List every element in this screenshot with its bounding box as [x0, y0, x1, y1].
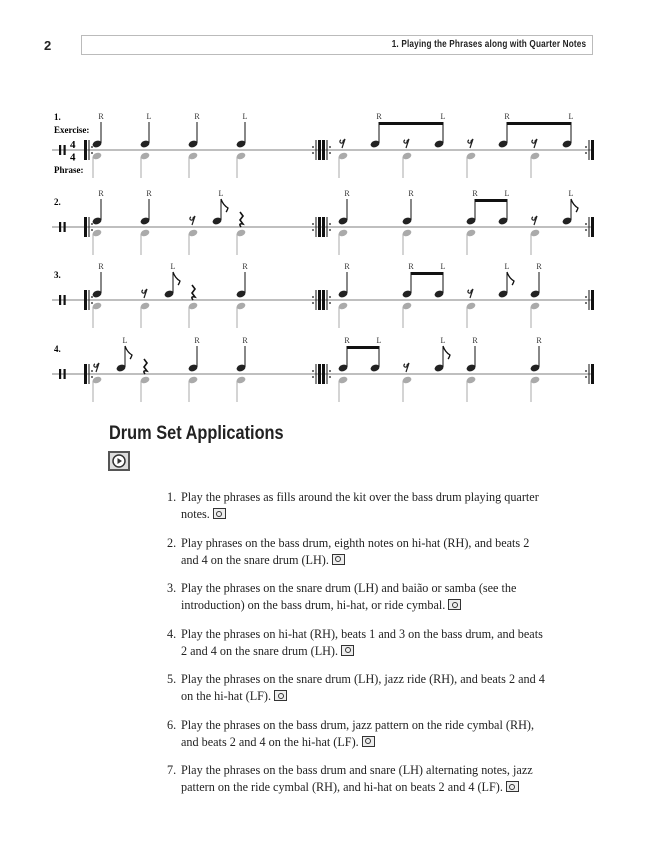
note-flag — [443, 346, 450, 359]
sticking-label: L — [440, 112, 446, 121]
time-signature-bottom: 4 — [70, 151, 76, 164]
note-beam — [507, 122, 572, 125]
eighth-rest-icon — [340, 139, 345, 148]
eighth-rest-icon — [468, 139, 473, 148]
item-text: Play the phrases on the bass drum, jazz pattern on the ride cymbal (RH), and beats 2 and 4 on the hi-hat (LF). — [181, 717, 534, 749]
item-number: 3. — [167, 581, 177, 595]
sticking-label: L — [568, 112, 574, 121]
note-flag — [571, 199, 578, 212]
item-text: Play the phrases on the snare drum (LH) and baião or samba (see the introduction) on the bass drum, hi-hat, or ride cymbal. — [181, 581, 517, 612]
sticking-label: L — [146, 112, 152, 121]
percussion-clef-icon — [59, 145, 61, 155]
sticking-label: L — [218, 189, 224, 198]
sticking-label: R — [242, 262, 248, 271]
sticking-label: L — [568, 189, 574, 198]
sticking-label: L — [122, 336, 128, 345]
line-number: 1. — [54, 112, 61, 122]
repeat-start-barline — [322, 217, 325, 237]
sticking-label: R — [146, 189, 152, 198]
section-heading: Drum Set Applications — [109, 423, 284, 444]
percussion-clef-icon — [64, 145, 66, 155]
note-beam — [475, 199, 508, 202]
video-icon[interactable] — [362, 736, 375, 747]
video-icon[interactable] — [448, 599, 461, 610]
video-icon[interactable] — [274, 690, 287, 701]
quarter-rest-icon — [240, 212, 243, 227]
item-number: 7. — [167, 763, 177, 777]
sticking-label: L — [440, 336, 446, 345]
line-number: 3. — [54, 270, 61, 280]
repeat-start-barline — [322, 290, 325, 310]
video-icon[interactable] — [341, 645, 354, 656]
item-text: Play the phrases as fills around the kit over the bass drum playing quarter notes. — [181, 490, 539, 521]
sticking-label: R — [194, 112, 200, 121]
percussion-clef-icon — [64, 369, 66, 379]
sticking-label: R — [344, 262, 350, 271]
list-item — [167, 762, 547, 796]
repeat-start-barline — [84, 364, 87, 384]
note-beam — [411, 272, 444, 275]
repeat-start-barline — [84, 290, 87, 310]
sticking-label: L — [440, 262, 446, 271]
eighth-rest-icon — [532, 139, 537, 148]
percussion-clef-icon — [59, 369, 61, 379]
item-text: Play the phrases on the bass drum and snare (LH) alternating notes, jazz pattern on the ride cymbal (RH), and hi-hat on beats 2 and 4 (LF). — [181, 763, 533, 794]
note-flag — [173, 272, 180, 285]
phrase-label: Phrase: — [54, 165, 84, 175]
list-item — [167, 717, 547, 751]
sticking-label: R — [98, 189, 104, 198]
video-icon[interactable] — [506, 781, 519, 792]
sticking-label: R — [472, 336, 478, 345]
sticking-label: R — [376, 112, 382, 121]
sticking-label: L — [504, 262, 510, 271]
note-flag — [507, 272, 514, 285]
item-text: Play the phrases on the snare drum (LH), jazz ride (RH), and beats 2 and 4 on the hi-hat (LF). — [181, 672, 545, 703]
sticking-label: L — [170, 262, 176, 271]
exercise-label: Exercise: — [54, 125, 90, 135]
sticking-label: R — [408, 262, 414, 271]
sticking-label: L — [376, 336, 382, 345]
item-number: 6. — [167, 717, 177, 732]
note-flag — [221, 199, 228, 212]
sticking-label: R — [98, 262, 104, 271]
play-icon — [110, 453, 128, 469]
running-title: 1. Playing the Phrases along with Quarter Notes — [391, 39, 586, 50]
time-signature-top: 4 — [70, 139, 76, 151]
quarter-rest-icon — [144, 359, 147, 374]
video-icon[interactable] — [213, 508, 226, 519]
page-number: 2 — [44, 38, 52, 53]
item-number: 5. — [167, 672, 177, 686]
eighth-rest-icon — [142, 289, 147, 298]
drum-staff — [0, 260, 648, 340]
item-number: 2. — [167, 535, 177, 550]
sticking-label: L — [242, 112, 248, 121]
note-beam — [379, 122, 444, 125]
eighth-rest-icon — [468, 289, 473, 298]
percussion-clef-icon — [64, 222, 66, 232]
sticking-label: R — [344, 336, 350, 345]
repeat-start-barline — [322, 364, 325, 384]
sticking-label: R — [536, 262, 542, 271]
list-item — [167, 489, 547, 523]
quarter-rest-icon — [192, 285, 195, 300]
eighth-rest-icon — [190, 216, 195, 225]
percussion-clef-icon — [59, 295, 61, 305]
eighth-rest-icon — [94, 363, 99, 372]
eighth-rest-icon — [532, 216, 537, 225]
drum-staff — [0, 110, 648, 190]
sticking-label: R — [242, 336, 248, 345]
sticking-label: R — [194, 336, 200, 345]
line-number: 4. — [54, 344, 61, 354]
list-item — [167, 626, 547, 660]
sticking-label: R — [98, 112, 104, 121]
note-flag — [125, 346, 132, 359]
drum-staff — [0, 334, 648, 414]
list-item — [167, 671, 547, 705]
repeat-start-barline — [84, 140, 87, 160]
line-number: 2. — [54, 197, 61, 207]
running-header — [81, 35, 593, 55]
item-text: Play the phrases on hi-hat (RH), beats 1 and 3 on the bass drum, and beats 2 and 4 on the snare drum (LH). — [181, 626, 543, 658]
sticking-label: R — [344, 189, 350, 198]
percussion-clef-icon — [59, 222, 61, 232]
sticking-label: R — [408, 189, 414, 198]
item-number: 4. — [167, 626, 177, 641]
percussion-clef-icon — [64, 295, 66, 305]
sticking-label: R — [472, 189, 478, 198]
item-number: 1. — [167, 490, 177, 504]
eighth-rest-icon — [404, 363, 409, 372]
sticking-label: L — [504, 189, 510, 198]
drum-staff — [0, 187, 648, 267]
repeat-start-barline — [84, 217, 87, 237]
play-audio-button[interactable] — [108, 451, 130, 471]
note-beam — [347, 346, 380, 349]
sticking-label: R — [504, 112, 510, 121]
sticking-label: R — [536, 336, 542, 345]
list-item — [167, 580, 547, 614]
list-item — [167, 535, 547, 569]
repeat-start-barline — [322, 140, 325, 160]
application-list — [167, 489, 547, 808]
item-text: Play phrases on the bass drum, eighth notes on hi-hat (RH), and beats 2 and 4 on the snare drum (LH). — [181, 535, 530, 567]
video-icon[interactable] — [332, 554, 345, 565]
eighth-rest-icon — [404, 139, 409, 148]
